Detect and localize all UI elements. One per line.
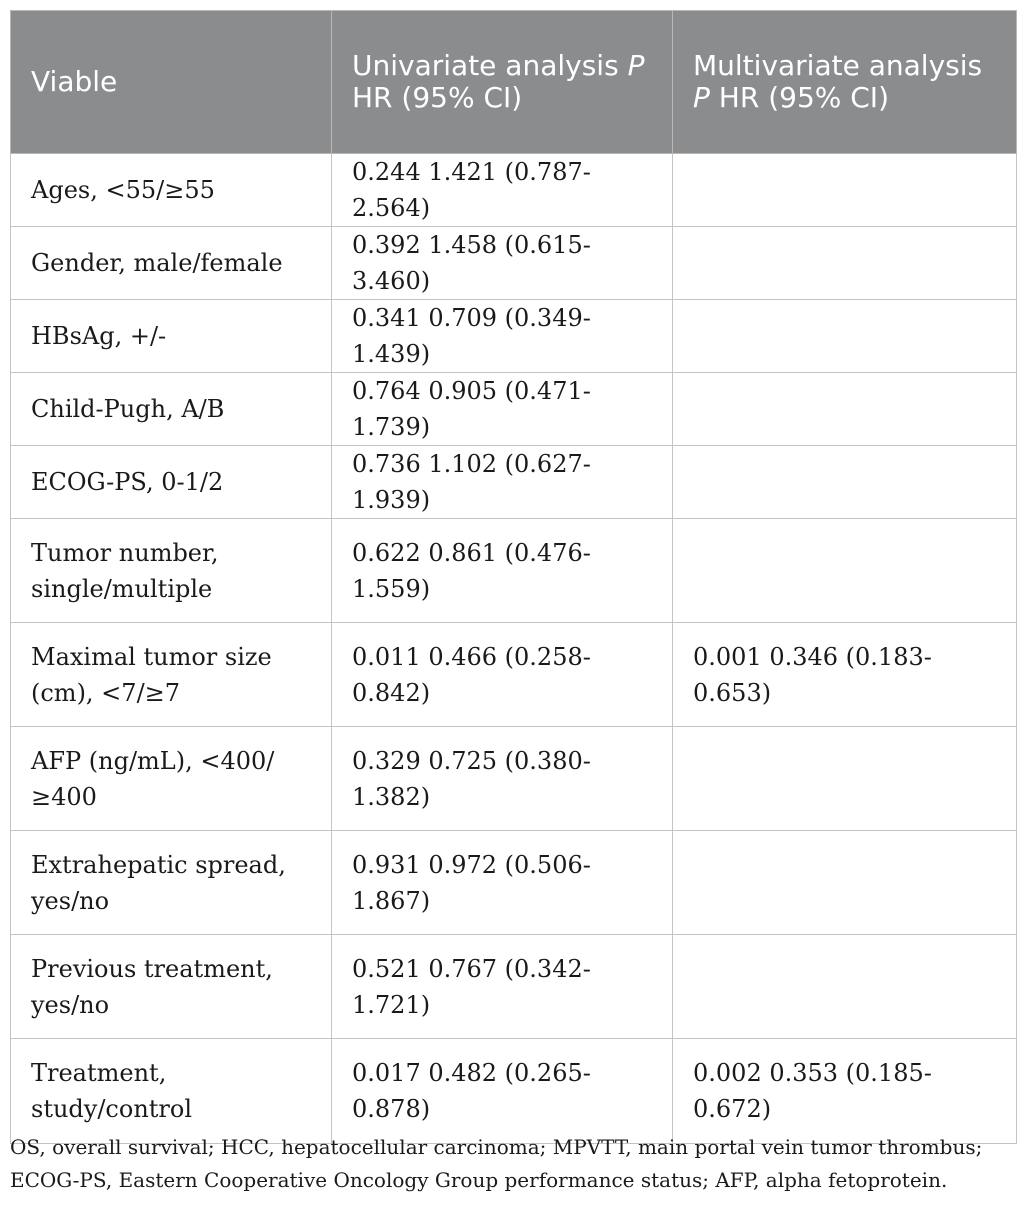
cell-variable: Maximal tumor size (cm), <7/≥7 (11, 623, 332, 727)
header-univariate-suffix: HR (95% CI) (352, 81, 523, 114)
header-multivariate-p: P (693, 81, 710, 114)
header-multivariate-suffix: HR (95% CI) (709, 81, 889, 114)
table-body (11, 154, 1017, 1144)
table-row (11, 300, 1017, 373)
cell-univariate: 0.736 1.102 (0.627-1.939) (332, 446, 673, 519)
header-row (11, 11, 1017, 154)
header-multivariate (673, 11, 1017, 154)
table-row (11, 227, 1017, 300)
cox-regression-table (10, 10, 1017, 1144)
cell-univariate: 0.764 0.905 (0.471-1.739) (332, 373, 673, 446)
cell-variable: Tumor number, single/multiple (11, 519, 332, 623)
cell-multivariate (673, 227, 1017, 300)
cell-univariate: 0.392 1.458 (0.615-3.460) (332, 227, 673, 300)
cell-univariate: 0.244 1.421 (0.787-2.564) (332, 154, 673, 227)
cell-variable: Treatment, study/control (11, 1039, 332, 1144)
cell-variable: Child-Pugh, A/B (11, 373, 332, 446)
cell-multivariate (673, 727, 1017, 831)
header-univariate-prefix: Univariate analysis (352, 49, 628, 82)
cell-variable: Ages, <55/≥55 (11, 154, 332, 227)
cell-variable: HBsAg, +/- (11, 300, 332, 373)
cell-univariate: 0.011 0.466 (0.258-0.842) (332, 623, 673, 727)
header-variable-text: Viable (31, 65, 118, 98)
cell-variable: ECOG-PS, 0-1/2 (11, 446, 332, 519)
cell-multivariate (673, 935, 1017, 1039)
cell-univariate: 0.329 0.725 (0.380-1.382) (332, 727, 673, 831)
cell-univariate: 0.931 0.972 (0.506-1.867) (332, 831, 673, 935)
table-header (11, 11, 1017, 154)
cell-multivariate (673, 373, 1017, 446)
table-row (11, 373, 1017, 446)
table-row (11, 154, 1017, 227)
cell-multivariate (673, 300, 1017, 373)
table-row (11, 935, 1017, 1039)
table-row (11, 831, 1017, 935)
cell-multivariate (673, 154, 1017, 227)
cell-univariate: 0.521 0.767 (0.342-1.721) (332, 935, 673, 1039)
cell-variable: Extrahepatic spread, yes/no (11, 831, 332, 935)
cell-variable: AFP (ng/mL), <400/≥400 (11, 727, 332, 831)
cell-variable: Gender, male/female (11, 227, 332, 300)
header-univariate-p: P (627, 49, 645, 82)
table-row (11, 623, 1017, 727)
table-row (11, 727, 1017, 831)
table-row (11, 446, 1017, 519)
cell-multivariate (673, 519, 1017, 623)
results-table-container (10, 10, 1016, 1144)
header-variable (11, 11, 332, 154)
cell-multivariate (673, 446, 1017, 519)
cell-multivariate: 0.002 0.353 (0.185-0.672) (673, 1039, 1017, 1144)
table-row (11, 519, 1017, 623)
cell-multivariate (673, 831, 1017, 935)
header-multivariate-prefix: Multivariate analysis (693, 49, 983, 82)
cell-univariate: 0.622 0.861 (0.476-1.559) (332, 519, 673, 623)
cell-univariate: 0.341 0.709 (0.349-1.439) (332, 300, 673, 373)
header-univariate (332, 11, 673, 154)
table-footnote: OS, overall survival; HCC, hepatocellular carcinoma; MPVTT, main portal vein tumor thrombus; ECOG-PS, Eastern Cooperative Oncology Group performance status; AFP, alpha fetoprotein. (10, 1135, 983, 1192)
table-row (11, 1039, 1017, 1144)
cell-univariate: 0.017 0.482 (0.265-0.878) (332, 1039, 673, 1144)
cell-multivariate: 0.001 0.346 (0.183-0.653) (673, 623, 1017, 727)
cell-variable: Previous treatment, yes/no (11, 935, 332, 1039)
